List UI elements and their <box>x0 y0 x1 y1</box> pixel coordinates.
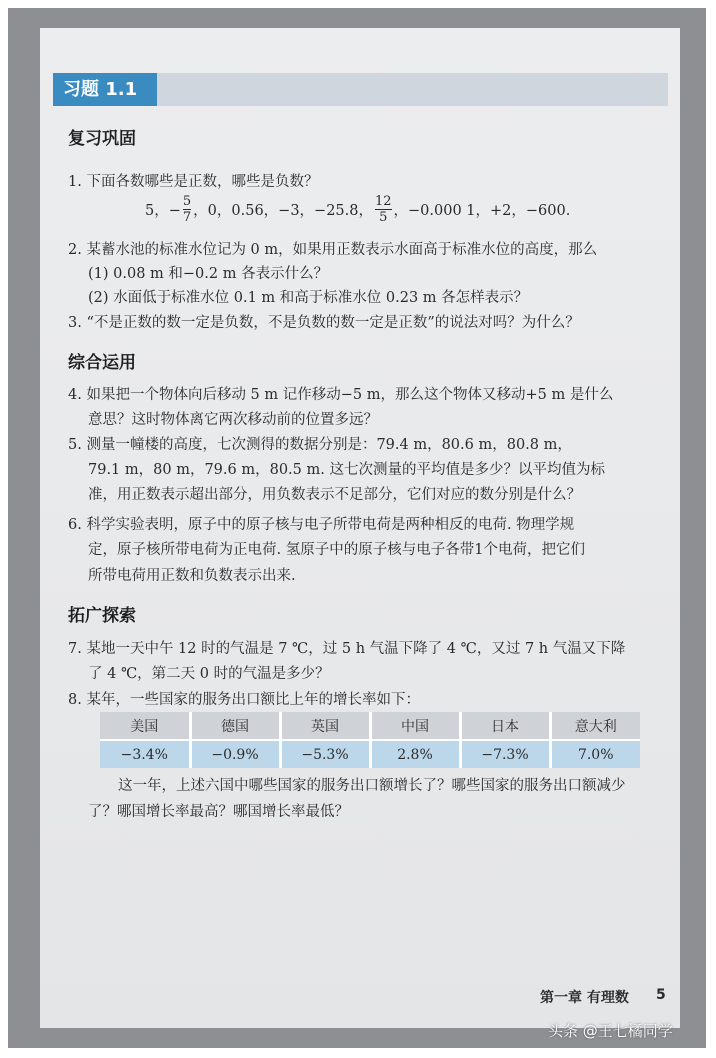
exercise-title: 习题 1.1 <box>53 73 157 106</box>
table-header-cell: 英国 <box>280 712 370 740</box>
chapter-footer: 第一章 有理数 <box>540 990 629 1006</box>
question-5-line-2: 79.1 m，80 m，79.6 m，80.5 m. 这七次测量的平均值是多少？以平均值为标 <box>88 462 605 478</box>
question-2: 2. 某蓄水池的标准水位记为 0 m，如果用正数表示水面高于标准水位的高度，那么 <box>68 242 598 258</box>
math-part-c: ，−0.000 1，+2，−600. <box>393 202 571 219</box>
math-part-a: 5，− <box>145 202 181 219</box>
question-6-line-3: 所带电荷用正数和负数表示出来. <box>88 568 296 584</box>
question-4-line-1: 4. 如果把一个物体向后移动 5 m 记作移动−5 m，那么这个物体又移动+5 m 是什么 <box>68 387 614 403</box>
section-review-heading: 复习巩固 <box>68 129 136 149</box>
table-value-row <box>100 740 640 768</box>
table-value-cell: 7.0% <box>550 740 640 768</box>
table-value-cell: −7.3% <box>460 740 550 768</box>
watermark: 头条 @王七橘同学 <box>548 1022 673 1040</box>
question-8: 8. 某年，一些国家的服务出口额比上年的增长率如下： <box>68 692 420 708</box>
table-value-cell: −0.9% <box>190 740 280 768</box>
question-5-line-3: 准，用正数表示超出部分，用负数表示不足部分，它们对应的数分别是什么？ <box>88 487 581 503</box>
question-4-line-2: 意思？这时物体离它两次移动前的位置多远？ <box>88 412 378 428</box>
table-header-cell: 德国 <box>190 712 280 740</box>
math-part-b: ，0，0.56，−3，−25.8， <box>193 202 373 219</box>
fraction-5-7: $\frac{5}{7}$ <box>182 193 192 225</box>
table-header-row <box>100 712 640 740</box>
fraction-12-5: $\frac{12}{5}$ <box>374 193 392 225</box>
question-6-line-2: 定，原子核所带电荷为正电荷. 氢原子中的原子核与电子各带1个电荷，把它们 <box>88 542 585 558</box>
table-header-cell: 意大利 <box>550 712 640 740</box>
growth-rate-table <box>100 712 640 768</box>
question-2-part-2: (2) 水面低于标准水位 0.1 m 和高于标准水位 0.23 m 各怎样表示？ <box>88 290 529 306</box>
question-1: 1. 下面各数哪些是正数，哪些是负数？ <box>68 174 319 190</box>
question-3: 3. “不是正数的数一定是负数，不是负数的数一定是正数”的说法对吗？为什么？ <box>68 315 580 331</box>
table-header-cell: 美国 <box>100 712 190 740</box>
section-apply-heading: 综合运用 <box>68 353 136 373</box>
question-6-line-1: 6. 科学实验表明，原子中的原子核与电子所带电荷是两种相反的电荷. 物理学规 <box>68 517 575 533</box>
table-value-cell: −5.3% <box>280 740 370 768</box>
question-2-part-1: (1) 0.08 m 和−0.2 m 各表示什么？ <box>88 266 329 282</box>
question-7-line-2: 了 4 ℃，第二天 0 时的气温是多少？ <box>88 666 330 682</box>
table-value-cell: 2.8% <box>370 740 460 768</box>
table-value-cell: −3.4% <box>100 740 190 768</box>
page-number: 5 <box>656 987 666 1003</box>
table-header-cell: 中国 <box>370 712 460 740</box>
question-5-line-1: 5. 测量一幢楼的高度，七次测得的数据分别是：79.4 m，80.6 m，80.8 m， <box>68 437 572 453</box>
section-explore-heading: 拓广探索 <box>68 606 136 626</box>
question-8-followup-line-2: 了？哪国增长率最高？哪国增长率最低？ <box>88 804 349 820</box>
question-7-line-1: 7. 某地一天中午 12 时的气温是 7 ℃，过 5 h 气温下降了 4 ℃，又过 7 h 气温又下降 <box>68 641 626 657</box>
question-1-numbers <box>145 187 570 231</box>
question-8-followup-line-1: 这一年，上述六国中哪些国家的服务出口额增长了？哪些国家的服务出口额减少 <box>118 778 626 794</box>
table-header-cell: 日本 <box>460 712 550 740</box>
